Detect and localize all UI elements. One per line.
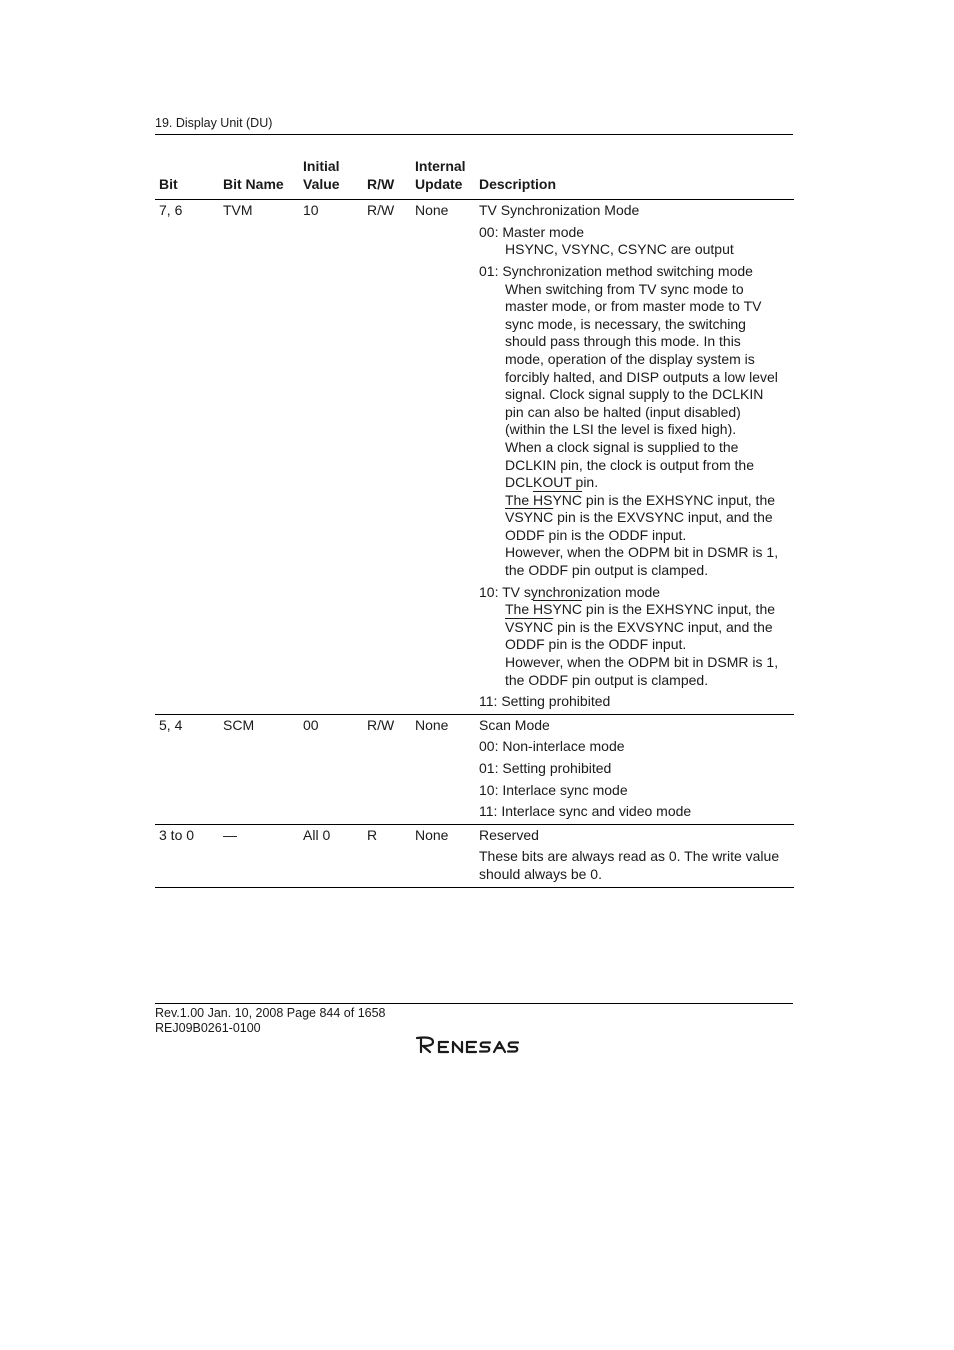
item-detail-line: DCLKOUT pin. xyxy=(505,474,599,491)
column-header-rw: R/W xyxy=(363,158,411,200)
footer-revision: Rev.1.00 Jan. 10, 2008 Page 844 of 1658 xyxy=(155,1006,386,1020)
header-divider xyxy=(155,134,793,135)
bit-name-cell: — xyxy=(219,824,299,887)
description-item xyxy=(479,693,790,711)
item-head: 11: Setting prohibited xyxy=(479,693,611,710)
column-header-bit: Bit xyxy=(155,158,219,200)
description-title: Reserved xyxy=(479,826,539,843)
description-cell xyxy=(475,714,794,824)
bit-cell: 5, 4 xyxy=(155,714,219,824)
item-detail-line: However, when the ODPM bit in DSMR is 1, xyxy=(505,654,779,671)
item-detail-line: VSYNC pin is the EXVSYNC input, and the xyxy=(505,618,773,635)
item-detail-line: the ODDF pin output is clamped. xyxy=(505,671,709,688)
item-detail-line: ODDF pin is the ODDF input. xyxy=(505,636,687,653)
column-header-bit-name: Bit Name xyxy=(219,158,299,200)
initial-value-cell: 00 xyxy=(299,714,363,824)
rw-cell: R/W xyxy=(363,714,411,824)
internal-update-cell: None xyxy=(411,824,475,887)
table-row xyxy=(155,824,794,887)
bit-cell: 7, 6 xyxy=(155,200,219,715)
active-low-pin-name: VSYNC xyxy=(505,618,554,635)
rw-cell: R/W xyxy=(363,200,411,715)
item-detail-line: master mode, or from master mode to TV xyxy=(505,298,762,315)
initial-value-line2: Value xyxy=(303,175,340,192)
initial-value-cell: All 0 xyxy=(299,824,363,887)
item-detail-line: ODDF pin is the ODDF input. xyxy=(505,526,687,543)
item-detail-line: signal. Clock signal supply to the DCLKIN xyxy=(505,386,764,403)
description-title: Scan Mode xyxy=(479,716,550,733)
item-detail-line: DCLKIN pin, the clock is output from the xyxy=(505,456,754,473)
internal-update-line2: Update xyxy=(415,175,463,192)
bit-name-cell: TVM xyxy=(219,200,299,715)
bit-cell: 3 to 0 xyxy=(155,824,219,887)
item-head: 10: TV synchronization mode xyxy=(479,583,661,600)
description-line: These bits are always read as 0. The write value xyxy=(479,848,780,865)
description-item: 10: Interlace sync mode xyxy=(479,781,628,798)
footer-divider xyxy=(155,1003,793,1004)
item-head: 00: Master mode xyxy=(479,223,585,240)
description-item xyxy=(479,263,790,580)
table-row xyxy=(155,200,794,715)
rw-cell: R xyxy=(363,824,411,887)
table-header-row xyxy=(155,158,794,200)
item-detail-line: pin can also be halted (input disabled) xyxy=(505,403,741,420)
description-item: 11: Interlace sync and video mode xyxy=(479,803,692,820)
description-line: should always be 0. xyxy=(479,865,602,882)
initial-value-line1: Initial xyxy=(303,158,340,174)
description-item: 00: Non-interlace mode xyxy=(479,738,625,755)
internal-update-cell: None xyxy=(411,200,475,715)
initial-value-cell: 10 xyxy=(299,200,363,715)
item-detail-line: VSYNC pin is the EXVSYNC input, and the xyxy=(505,509,773,526)
description-cell xyxy=(475,200,794,715)
column-header-initial-value xyxy=(299,158,363,200)
item-detail-line: should pass through this mode. In this xyxy=(505,333,741,350)
active-low-pin-name: HSYNC xyxy=(533,601,583,618)
footer-document-number: REJ09B0261-0100 xyxy=(155,1021,261,1035)
active-low-pin-name: HSYNC xyxy=(533,491,583,508)
description-item xyxy=(479,224,790,259)
internal-update-line1: Internal xyxy=(415,158,466,174)
item-detail-line: the ODDF pin output is clamped. xyxy=(505,562,709,579)
active-low-pin-name: VSYNC xyxy=(505,509,554,526)
bit-name-cell: SCM xyxy=(219,714,299,824)
item-detail-line: However, when the ODPM bit in DSMR is 1, xyxy=(505,544,779,561)
item-detail-line: The HSYNC pin is the EXHSYNC input, the xyxy=(505,601,776,618)
item-detail-line: forcibly halted, and DISP outputs a low level xyxy=(505,368,778,385)
item-detail-line: sync mode, is necessary, the switching xyxy=(505,315,746,332)
item-detail-line: (within the LSI the level is fixed high). xyxy=(505,421,737,438)
item-detail-line: The HSYNC pin is the EXHSYNC input, the xyxy=(505,491,776,508)
internal-update-cell: None xyxy=(411,714,475,824)
column-header-description: Description xyxy=(475,158,794,200)
description-item xyxy=(479,584,790,690)
item-detail-line: When switching from TV sync mode to xyxy=(505,280,744,297)
description-cell xyxy=(475,824,794,887)
section-title: 19. Display Unit (DU) xyxy=(155,116,273,130)
item-detail-line: mode, operation of the display system is xyxy=(505,350,755,367)
table-row xyxy=(155,714,794,824)
description-title: TV Synchronization Mode xyxy=(479,202,640,219)
item-detail-line: HSYNC, VSYNC, CSYNC are output xyxy=(505,241,734,258)
column-header-internal-update xyxy=(411,158,475,200)
item-head: 01: Synchronization method switching mode xyxy=(479,262,753,279)
register-bit-table xyxy=(155,158,794,888)
description-item: 01: Setting prohibited xyxy=(479,760,612,776)
renesas-logo xyxy=(415,1034,533,1056)
item-detail-line: When a clock signal is supplied to the xyxy=(505,438,739,455)
